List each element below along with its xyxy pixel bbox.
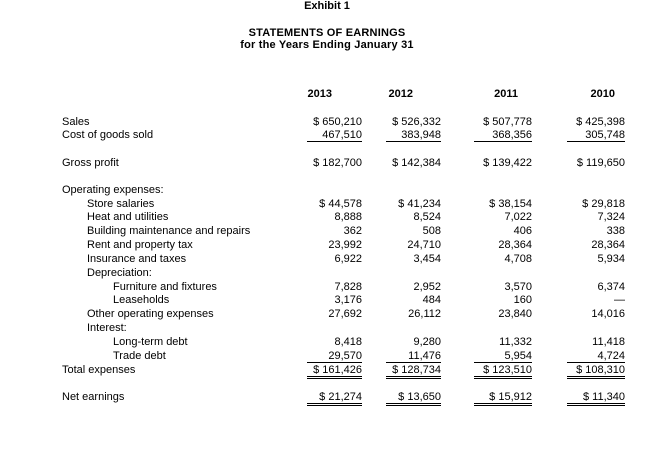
cell-2010: 11,418 <box>592 336 625 348</box>
table-row <box>0 184 654 197</box>
cell-2011: $ 139,422 <box>483 157 532 169</box>
cell-2010: 305,748 <box>567 129 625 142</box>
cell-2013: 29,570 <box>307 350 362 363</box>
cell-2011: 23,840 <box>498 308 532 320</box>
cell-2011: 3,570 <box>504 281 532 293</box>
cell-2012: 2,952 <box>413 281 441 293</box>
cell-2013: $ 650,210 <box>313 116 362 128</box>
cell-2011: 28,364 <box>498 239 532 251</box>
cell-2012: $ 526,332 <box>392 116 441 128</box>
cell-2012: 24,710 <box>407 239 441 251</box>
row-label: Furniture and fixtures <box>113 281 217 293</box>
table-row <box>0 364 654 377</box>
table-row <box>0 253 654 266</box>
cell-2010: $ 29,818 <box>582 198 625 210</box>
table-row <box>0 281 654 294</box>
cell-2013: $ 44,578 <box>319 198 362 210</box>
cell-2010: $ 11,340 <box>567 391 625 406</box>
row-label: Heat and utilities <box>87 211 169 223</box>
cell-2011: 11,332 <box>499 336 532 348</box>
table-row <box>0 391 654 404</box>
cell-2012: 383,948 <box>386 129 441 142</box>
row-label: Other operating expenses <box>87 308 214 320</box>
cell-2012: 26,112 <box>408 308 441 320</box>
cell-2013: $ 182,700 <box>313 157 362 169</box>
cell-2013: 6,922 <box>334 253 362 265</box>
title-line-2: for the Years Ending January 31 <box>240 39 414 51</box>
row-label: Gross profit <box>62 157 119 169</box>
cell-2012: $ 41,234 <box>398 198 441 210</box>
table-row <box>0 239 654 252</box>
row-label: Rent and property tax <box>87 239 193 251</box>
table-row <box>0 308 654 321</box>
cell-2011: $ 38,154 <box>489 198 532 210</box>
year-header-2010: 2010 <box>590 88 615 100</box>
cell-2012: 508 <box>422 225 441 237</box>
cell-2013: 23,992 <box>328 239 362 251</box>
year-header-2012: 2012 <box>388 88 413 100</box>
table-row <box>0 116 654 129</box>
section-heading: Depreciation: <box>87 267 152 279</box>
table-row <box>0 350 654 363</box>
cell-2010: $ 108,310 <box>567 364 625 379</box>
table-row <box>0 225 654 238</box>
table-row <box>0 336 654 349</box>
year-header-2013: 2013 <box>307 88 332 100</box>
cell-2011: 160 <box>513 294 532 306</box>
cell-2010: $ 119,650 <box>576 157 625 169</box>
cell-2012: 3,454 <box>413 253 441 265</box>
table-row <box>0 294 654 307</box>
cell-2011: $ 123,510 <box>474 364 532 379</box>
exhibit-label: Exhibit 1 <box>304 0 350 12</box>
cell-2012: $ 13,650 <box>386 391 441 406</box>
cell-2010: 14,016 <box>591 308 625 320</box>
cell-2011: 7,022 <box>504 211 532 223</box>
title-line-1: STATEMENTS OF EARNINGS <box>248 27 406 39</box>
cell-2012: 11,476 <box>386 350 441 363</box>
row-label: Trade debt <box>113 350 166 362</box>
row-label: Net earnings <box>62 391 125 403</box>
table-row <box>0 267 654 280</box>
row-label: Long-term debt <box>113 336 188 348</box>
row-label: Leaseholds <box>113 294 170 306</box>
cell-2012: 9,280 <box>413 336 441 348</box>
cell-2010: 5,934 <box>597 253 625 265</box>
cell-2013: 3,176 <box>334 294 362 306</box>
year-header-2011: 2011 <box>494 88 518 100</box>
table-row <box>0 198 654 211</box>
row-label: Sales <box>62 116 90 128</box>
cell-2012: $ 128,734 <box>386 364 441 379</box>
cell-2012: $ 142,384 <box>392 157 441 169</box>
cell-2010: 4,724 <box>567 350 625 363</box>
cell-2011: $ 15,912 <box>474 391 532 406</box>
table-row <box>0 129 654 142</box>
row-label: Store salaries <box>87 198 155 210</box>
cell-2013: 467,510 <box>307 129 362 142</box>
row-label: Building maintenance and repairs <box>87 225 251 237</box>
cell-2010: 7,324 <box>597 211 625 223</box>
cell-2013: 8,418 <box>334 336 362 348</box>
row-label: Total expenses <box>62 364 136 376</box>
cell-2010: — <box>614 294 625 306</box>
cell-2012: 484 <box>422 294 441 306</box>
row-label: Insurance and taxes <box>87 253 187 265</box>
table-row <box>0 211 654 224</box>
table-row <box>0 322 654 335</box>
cell-2012: 8,524 <box>413 211 441 223</box>
table-row <box>0 157 654 170</box>
row-label: Cost of goods sold <box>62 129 154 141</box>
cell-2013: 8,888 <box>334 211 362 223</box>
cell-2013: $ 161,426 <box>307 364 362 379</box>
cell-2013: 27,692 <box>328 308 362 320</box>
cell-2013: 362 <box>343 225 362 237</box>
cell-2010: $ 425,398 <box>576 116 625 128</box>
section-heading: Operating expenses: <box>62 184 164 196</box>
cell-2011: 406 <box>513 225 532 237</box>
cell-2011: 4,708 <box>504 253 532 265</box>
cell-2010: 28,364 <box>591 239 625 251</box>
cell-2011: $ 507,778 <box>483 116 532 128</box>
cell-2010: 6,374 <box>597 281 625 293</box>
cell-2010: 338 <box>606 225 625 237</box>
cell-2011: 5,954 <box>474 350 532 363</box>
cell-2011: 368,356 <box>474 129 532 142</box>
section-heading: Interest: <box>87 322 127 334</box>
cell-2013: 7,828 <box>334 281 362 293</box>
cell-2013: $ 21,274 <box>307 391 362 406</box>
statement-title <box>0 27 654 51</box>
